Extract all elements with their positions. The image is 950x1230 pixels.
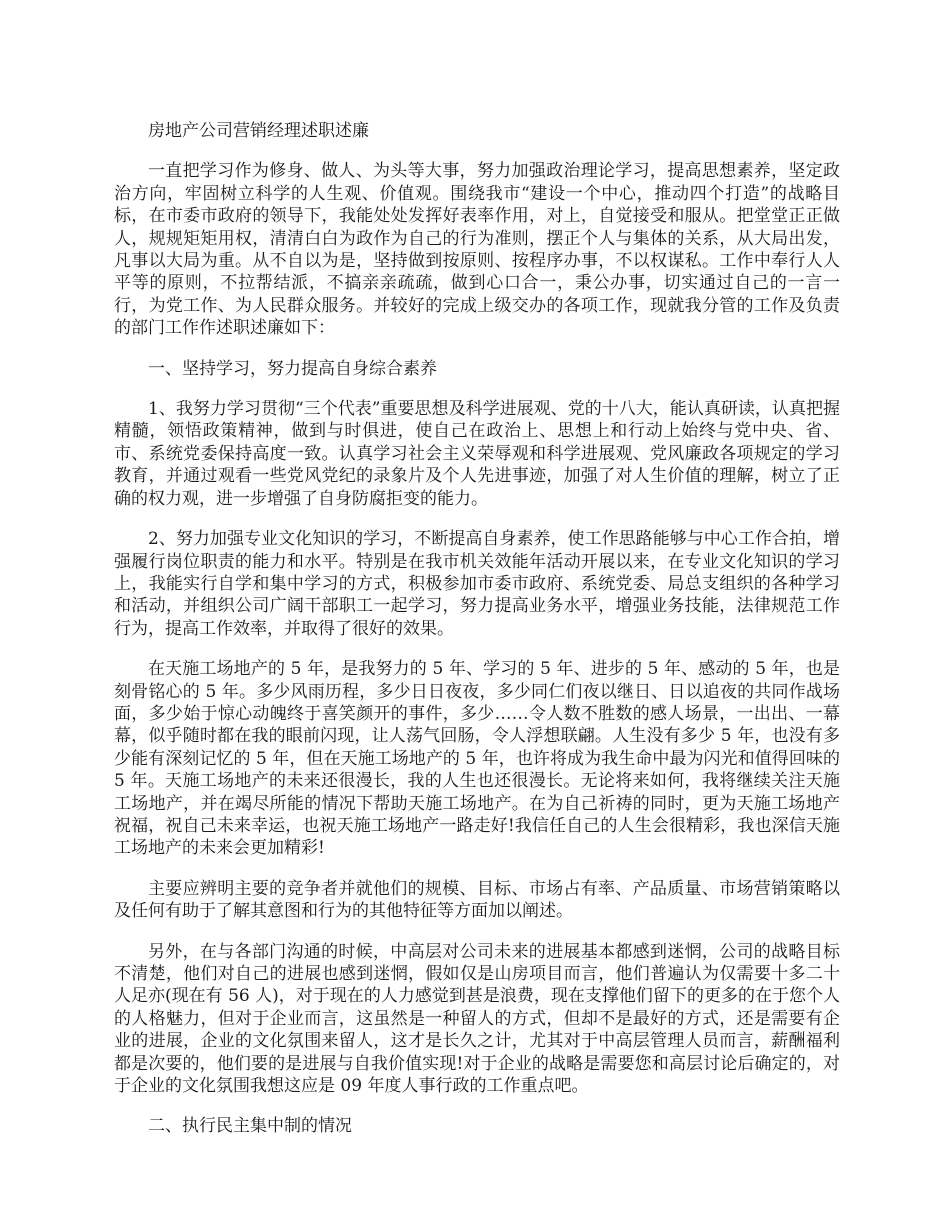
paragraph-communication: 另外，在与各部门沟通的时候，中高层对公司未来的进展基本都感到迷惘，公司的战略目标不清楚，他们对自己的进展也感到迷惘，假如仅是山房项目而言，他们普遍认为仅需要十多二十人足亦(现在有 56 人)，对于现在的人力感觉到甚是浪费，现在支撑他们留下的更多的在于您个人的人格魅力，但对于企业而言，这虽然是一种留人的方式，但却不是最好的方式，还是需要有企业的进展，企业的文化氛围来留人，这才是长久之计，尤其对于中高层管理人员而言，薪酬福利都是次要的，他们要的是进展与自我价值实现!对于企业的战略是需要您和高层讨论后确定的，对于企业的文化氛围我想这应是 09 年度人事行政的工作重点吧。 <box>114 941 840 1097</box>
document-page <box>114 120 840 1156</box>
section-heading-2: 二、执行民主集中制的情况 <box>148 1116 352 1137</box>
paragraph-intro: 一直把学习作为修身、做人、为头等大事，努力加强政治理论学习，提高思想素养，坚定政治方向，牢固树立科学的人生观、价值观。围绕我市“建设一个中心，推动四个打造”的战略目标，在市委市政府的领导下，我能处处发挥好表率作用，对上，自觉接受和服从。把堂堂正正做人，规规矩矩用权，清清白白为政作为自己的行为准则，摆正个人与集体的关系，从大局出发，凡事以大局为重。从不自以为是，坚持做到按原则、按程序办事，不以权谋私。工作中奉行人人平等的原则，不拉帮结派，不搞亲亲疏疏，做到心口合一，秉公办事，切实通过自己的一言一行，为党工作、为人民群众服务。并较好的完成上级交办的各项工作，现就我分管的工作及负责的部门工作作述职述廉如下： <box>114 161 840 339</box>
paragraph-five-years: 在天施工场地产的 5 年，是我努力的 5 年、学习的 5 年、进步的 5 年、感动的 5 年，也是刻骨铭心的 5 年。多少风雨历程，多少日日夜夜，多少同仁们夜以继日、日以追夜的共同作战场面，多少始于惊心动魄终于喜笑颜开的事件，多少……令人数不胜数的感人场景，一出出、一幕幕，似乎随时都在我的眼前闪现，让人荡气回肠，令人浮想联翩。人生没有多少 5 年，也没有多少能有深刻记忆的 5 年，但在天施工场地产的 5 年，也许将成为我生命中最为闪光和值得回味的 5 年。天施工场地产的未来还很漫长，我的人生也还很漫长。无论将来如何，我将继续关注天施工场地产，并在竭尽所能的情况下帮助天施工场地产。在为自己祈祷的同时，更为天施工场地产祝福，祝自己未来幸运，也祝天施工场地产一路走好!我信任自己的人生会很精彩，我也深信天施工场地产的未来会更加精彩! <box>114 659 840 859</box>
paragraph-study-1: 1、我努力学习贯彻“三个代表”重要思想及科学进展观、党的十八大，能认真研读，认真把握精髓，领悟政策精神，做到与时俱进，使自己在政治上、思想上和行动上始终与党中央、省、市、系统党委保持高度一致。认真学习社会主义荣辱观和科学进展观、党风廉政各项规定的学习教育，并通过观看一些党风党纪的录象片及个人先进事迹，加强了对人生价值的理解，树立了正确的权力观，进一步增强了自身防腐拒变的能力。 <box>114 399 840 509</box>
document-title: 房地产公司营销经理述职述廉 <box>148 121 369 141</box>
section-heading-1: 一、坚持学习，努力提高自身综合素养 <box>148 358 437 379</box>
paragraph-competitors: 主要应辨明主要的竞争者并就他们的规模、目标、市场占有率、产品质量、市场营销策略以及任何有助于了解其意图和行为的其他特征等方面加以阐述。 <box>114 878 840 922</box>
paragraph-study-2: 2、努力加强专业文化知识的学习，不断提高自身素养，使工作思路能够与中心工作合拍，增强履行岗位职责的能力和水平。特别是在我市机关效能年活动开展以来，在专业文化知识的学习上，我能实行自学和集中学习的方式，积极参加市委市政府、系统党委、局总支组织的各种学习和活动，并组织公司广阔干部职工一起学习，努力提高业务水平，增强业务技能，法律规范工作行为，提高工作效率，并取得了很好的效果。 <box>114 529 840 639</box>
